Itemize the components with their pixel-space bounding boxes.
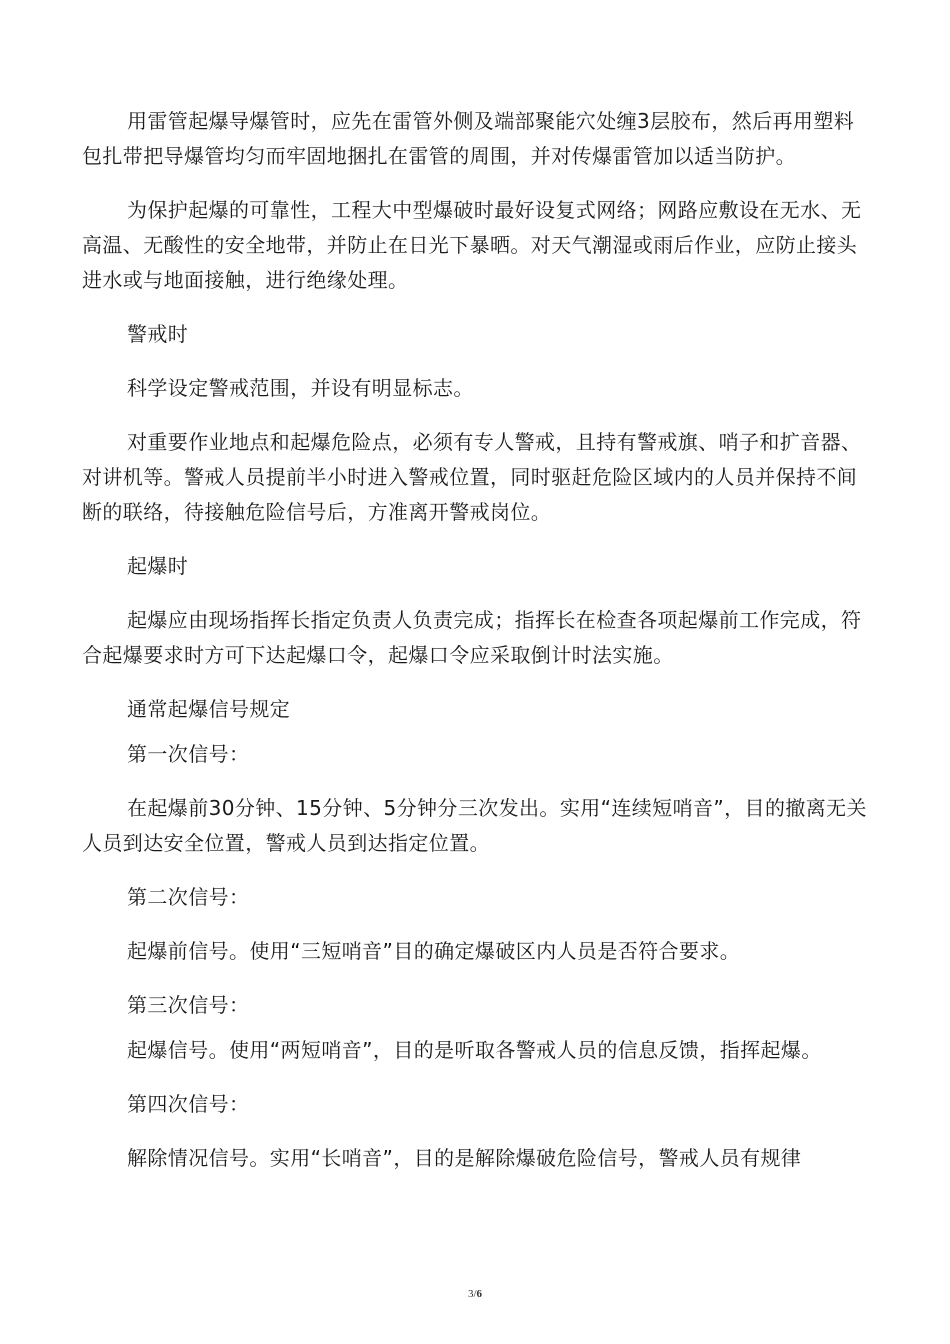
total-pages: 6: [476, 1288, 483, 1300]
paragraph-fourth-signal: 解除情况信号。实用“长哨音”，目的是解除爆破危险信号，警戒人员有规律: [127, 1146, 802, 1170]
heading-second-signal: 第二次信号：: [127, 885, 250, 909]
heading-third-signal: 第三次信号：: [127, 993, 250, 1017]
heading-first-signal: 第一次信号：: [127, 742, 250, 766]
page-separator: /: [473, 1288, 477, 1300]
paragraph-second-signal: 起爆前信号。使用“三短哨音”目的确定爆破区内人员是否符合要求。: [127, 939, 741, 963]
paragraph-first-signal: 在起爆前30分钟、15分钟、5分钟分三次发出。实用“连续短哨音”，目的撤离无关人员到达安全位置，警戒人员到达指定位置。: [82, 796, 867, 855]
heading-fourth-signal: 第四次信号：: [127, 1092, 250, 1116]
document-body: [82, 104, 872, 1195]
current-page: 3: [467, 1288, 474, 1300]
paragraph-detonation-command: 起爆应由现场指挥长指定负责人负责完成；指挥长在检查各项起爆前工作完成，符合起爆要求时方可下达起爆口令，起爆口令应采取倒计时法实施。: [82, 608, 862, 667]
paragraph-third-signal: 起爆信号。使用“两短哨音”，目的是听取各警戒人员的信息反馈，指挥起爆。: [127, 1038, 822, 1062]
heading-detonation-time: 起爆时: [127, 554, 189, 578]
heading-guard-time: 警戒时: [127, 322, 189, 346]
paragraph-network-protection: 为保护起爆的可靠性，工程大中型爆破时最好设复式网络；网路应敷设在无水、无高温、无酸性的安全地带，并防止在日光下暴晒。对天气潮湿或雨后作业，应防止接头进水或与地面接触，进行绝缘处理。: [82, 198, 862, 292]
page-number: [0, 1288, 950, 1300]
heading-signal-rules: 通常起爆信号规定: [127, 697, 291, 721]
paragraph-guard-range: 科学设定警戒范围，并设有明显标志。: [127, 376, 474, 400]
paragraph-guard-personnel: 对重要作业地点和起爆危险点，必须有专人警戒，且持有警戒旗、哨子和扩音器、对讲机等。警戒人员提前半小时进入警戒位置，同时驱赶危险区域内的人员并保持不间断的联络，待接触危险信号后，方准离开警戒岗位。: [82, 430, 862, 524]
paragraph-detonator-wrapping: 用雷管起爆导爆管时，应先在雷管外侧及端部聚能穴处缠3层胶布，然后再用塑料包扎带把导爆管均匀而牢固地捆扎在雷管的周围，并对传爆雷管加以适当防护。: [82, 109, 855, 168]
